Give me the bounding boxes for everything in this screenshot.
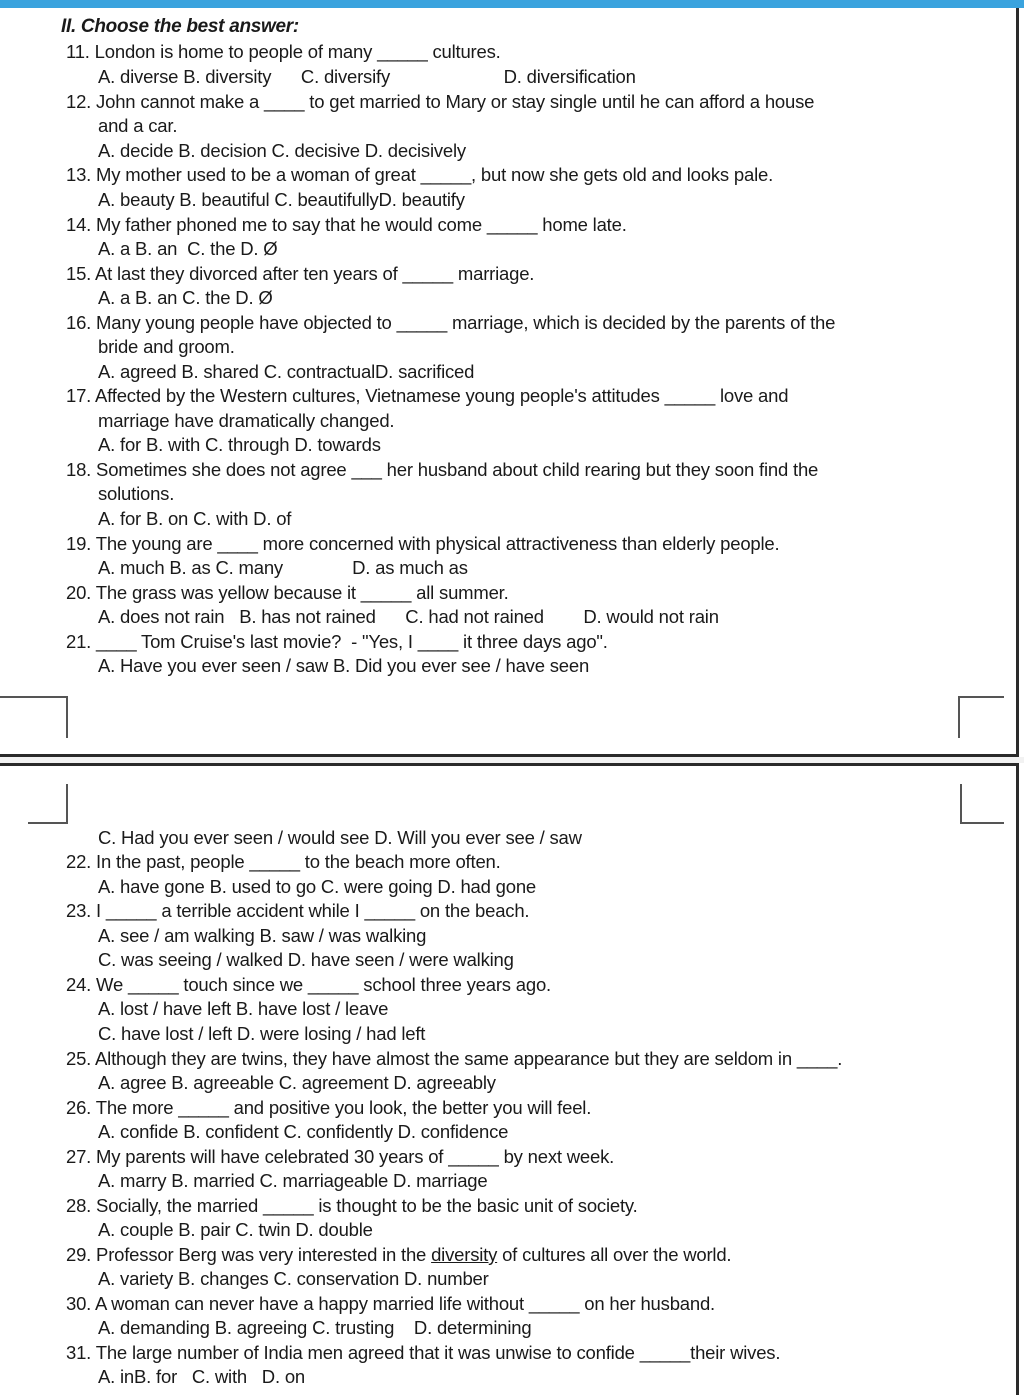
question-line: 12. John cannot make a ____ to get married to Mary or stay single until he can afford a house [66,91,815,112]
question-line: 17. Affected by the Western cultures, Vietnamese young people's attitudes _____ love and [66,385,789,406]
options-line: A. for B. on C. with D. of [98,508,292,529]
question-line: 29. Professor Berg was very interested in the diversity of cultures all over the world. [66,1244,732,1265]
question-line: 18. Sometimes she does not agree ___ her husband about child rearing but they soon find the [66,459,819,480]
question-line: 23. I _____ a terrible accident while I _____ on the beach. [66,900,530,921]
crop-mark-left [28,784,68,824]
options-line: A. does not rain B. has not rained C. had not rained D. would not rain [98,606,719,627]
options-line: A. lost / have left B. have lost / leave [98,998,389,1019]
question-line: 30. A woman can never have a happy married life without _____ on her husband. [66,1293,715,1314]
options-line: A. agreed B. shared C. contractualD. sacrificed [98,361,475,382]
crop-mark-right [958,696,1004,738]
question-line: and a car. [98,115,178,136]
options-line: A. beauty B. beautiful C. beautifullyD. beautify [98,189,465,210]
options-line: A. a B. an C. the D. Ø [98,287,273,308]
options-line: A. see / am walking B. saw / was walking [98,925,427,946]
question-line: 19. The young are ____ more concerned with physical attractiveness than elderly people. [66,533,780,554]
options-line: A. demanding B. agreeing C. trusting D. determining [98,1317,532,1338]
options-line: A. much B. as C. many D. as much as [98,557,468,578]
crop-mark-right [960,784,1004,824]
question-line: 27. My parents will have celebrated 30 years of _____ by next week. [66,1146,615,1167]
question-line: solutions. [98,483,175,504]
section-heading: II. Choose the best answer: [61,16,299,37]
question-line: 15. At last they divorced after ten years of _____ marriage. [66,263,535,284]
question-line: 28. Socially, the married _____ is thought to be the basic unit of society. [66,1195,638,1216]
options-line: C. was seeing / walked D. have seen / were walking [98,949,514,970]
options-line: A. a B. an C. the D. Ø [98,238,278,259]
question-line: bride and groom. [98,336,235,357]
options-line: A. for B. with C. through D. towards [98,434,381,455]
question-line: 26. The more _____ and positive you look, the better you will feel. [66,1097,592,1118]
top-accent-bar [0,0,1024,8]
options-line: A. Have you ever seen / saw B. Did you ever see / have seen [98,655,590,676]
options-line: A. inB. for C. with D. on [98,1366,306,1387]
options-line: A. decide B. decision C. decisive D. decisively [98,140,466,161]
crop-mark-left [0,696,68,738]
options-line: A. have gone B. used to go C. were going D. had gone [98,876,537,897]
question-line: 25. Although they are twins, they have almost the same appearance but they are seldom in ____. [66,1048,843,1069]
question-line: 16. Many young people have objected to _____ marriage, which is decided by the parents of the [66,312,836,333]
options-line: A. variety B. changes C. conservation D. number [98,1268,489,1289]
question-line: 31. The large number of India men agreed that it was unwise to confide _____their wives. [66,1342,781,1363]
options-line: C. Had you ever seen / would see D. Will you ever see / saw [98,827,582,848]
options-line: A. couple B. pair C. twin D. double [98,1219,373,1240]
question-line: marriage have dramatically changed. [98,410,395,431]
question-line: 11. London is home to people of many _____ cultures. [66,41,501,62]
underlined-word: diversity [431,1244,498,1265]
worksheet-page-1 [0,8,1019,757]
options-line: A. marry B. married C. marriageable D. marriage [98,1170,488,1191]
question-line: 13. My mother used to be a woman of great _____, but now she gets old and looks pale. [66,164,774,185]
options-line: A. confide B. confident C. confidently D. confidence [98,1121,509,1142]
options-line: A. agree B. agreeable C. agreement D. agreeably [98,1072,496,1093]
options-line: C. have lost / left D. were losing / had left [98,1023,426,1044]
question-line: 21. ____ Tom Cruise's last movie? - "Yes, I ____ it three days ago". [66,631,608,652]
options-line: A. diverse B. diversity C. diversify D. diversification [98,66,636,87]
question-line: 20. The grass was yellow because it _____ all summer. [66,582,509,603]
question-line: 22. In the past, people _____ to the beach more often. [66,851,501,872]
worksheet-page-2 [0,763,1019,1395]
question-line: 24. We _____ touch since we _____ school three years ago. [66,974,552,995]
question-line: 14. My father phoned me to say that he would come _____ home late. [66,214,627,235]
